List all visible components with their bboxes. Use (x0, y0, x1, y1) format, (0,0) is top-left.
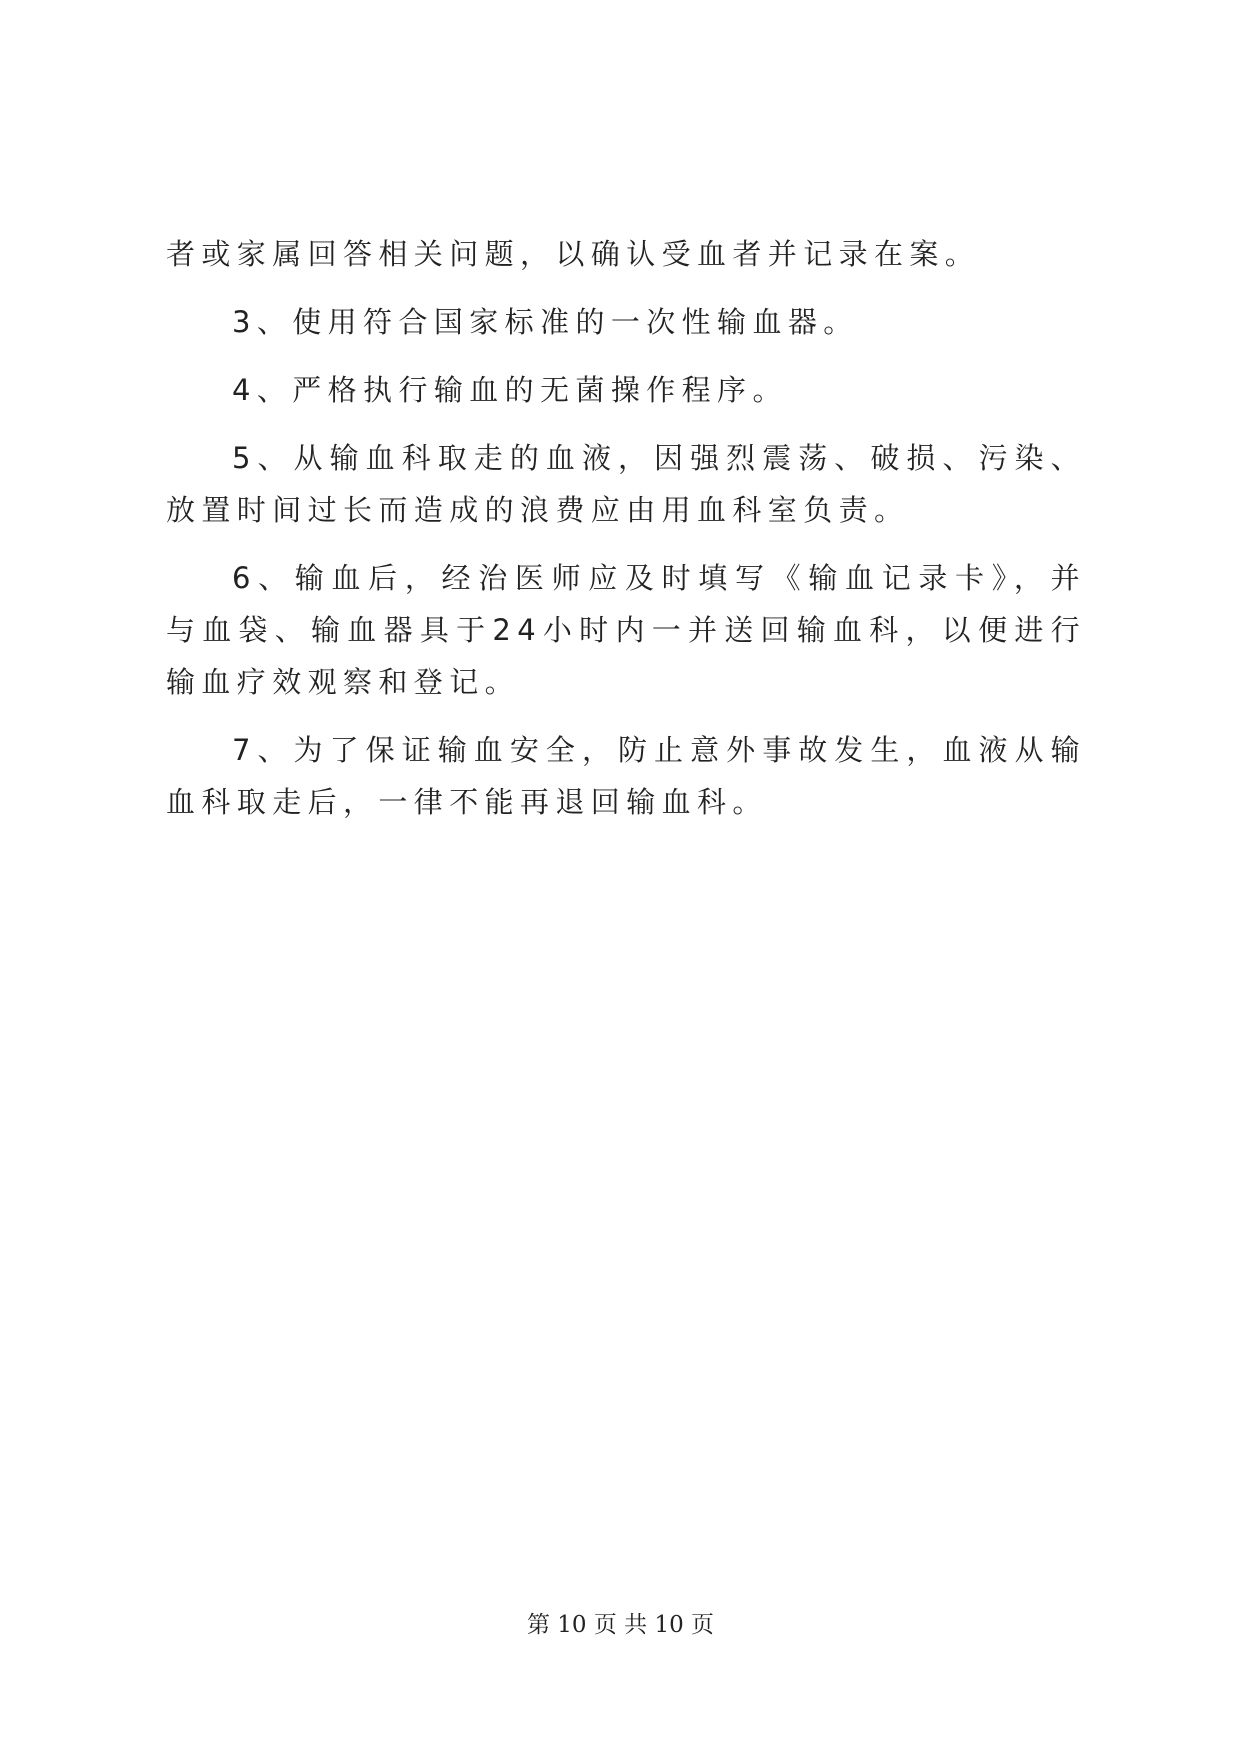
document-body (166, 228, 1086, 844)
paragraph-item-4: 4、严格执行输血的无菌操作程序。 (232, 373, 788, 407)
paragraph-item-7: 7、为了保证输血安全，防止意外事故发生，血液从输血科取走后，一律不能再退回输血科。 (166, 733, 1086, 819)
paragraph-item-6: 6、输血后，经治医师应及时填写《输血记录卡》，并与血袋、输血器具于24小时内一并送回输血科，以便进行输血疗效观察和登记。 (166, 561, 1086, 699)
paragraph-item-5: 5、从输血科取走的血液，因强烈震荡、破损、污染、放置时间过长而造成的浪费应由用血科室负责。 (166, 441, 1086, 527)
page-number-footer: 第 10 页 共 10 页 (526, 1612, 715, 1638)
paragraph-continuation: 者或家属回答相关问题，以确认受血者并记录在案。 (166, 237, 981, 271)
paragraph-item-3: 3、使用符合国家标准的一次性输血器。 (232, 305, 859, 339)
